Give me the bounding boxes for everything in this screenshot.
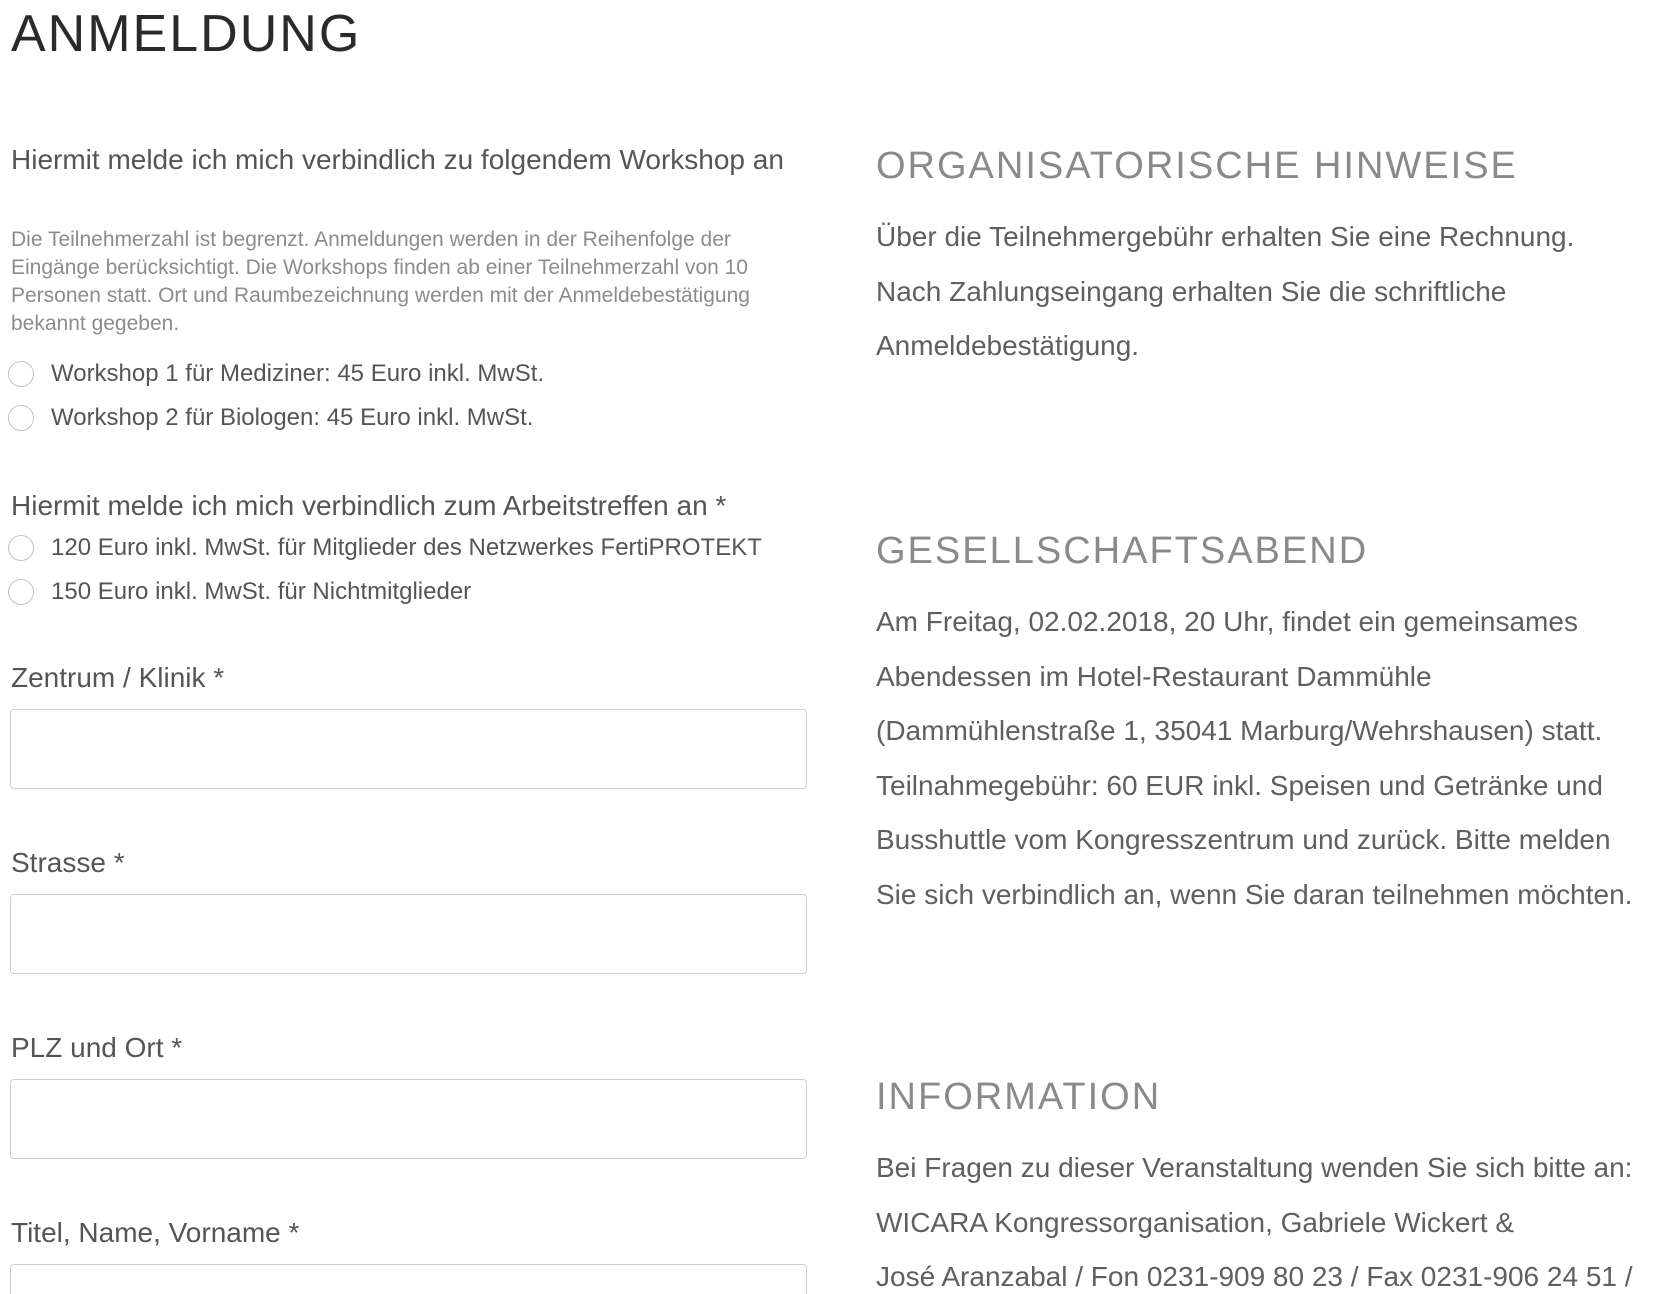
abend-line: Busshuttle vom Kongresszentrum und zurück. Bitte melden: [876, 824, 1611, 855]
workshop-option-2-label: Workshop 2 für Biologen: 45 Euro inkl. MwSt.: [51, 404, 534, 431]
workshop-note: Die Teilnehmerzahl ist begrenzt. Anmeldungen werden in der Reihenfolge der Eingänge berücksichtigt. Die Workshops finden ab einer Teilnehmerzahl von 10 Personen statt. Ort und Raumbezeichnung werden mit der Anmeldebestätigung bekannt gegeben.: [11, 228, 750, 335]
radio-button[interactable]: [8, 579, 34, 605]
workshop-question: Hiermit melde ich mich verbindlich zu folgendem Workshop an: [11, 144, 784, 175]
radio-button[interactable]: [8, 535, 34, 561]
information-line: José Aranzabal / Fon 0231-909 80 23 / Fax 0231-906 24 51 /: [876, 1261, 1633, 1292]
information-text: [876, 1141, 1674, 1294]
name-input[interactable]: [10, 1264, 807, 1294]
meeting-option-member-label: 120 Euro inkl. MwSt. für Mitglieder des Netzwerkes FertiPROTEKT: [51, 534, 762, 561]
meeting-option-member[interactable]: [8, 531, 762, 565]
hinweise-heading: ORGANISATORISCHE HINWEISE: [876, 145, 1518, 187]
page-title: ANMELDUNG: [11, 5, 362, 63]
abend-line: Abendessen im Hotel-Restaurant Dammühle: [876, 660, 1432, 692]
name-label: Titel, Name, Vorname *: [11, 1217, 300, 1248]
hinweise-line: Über die Teilnehmergebühr erhalten Sie eine Rechnung.: [876, 221, 1575, 252]
zentrum-label: Zentrum / Klinik *: [11, 662, 225, 693]
workshop-option-2[interactable]: [8, 401, 533, 435]
gesellschaftsabend-heading: GESELLSCHAFTSABEND: [876, 530, 1369, 572]
abend-line: Am Freitag, 02.02.2018, 20 Uhr, findet ein gemeinsames: [876, 606, 1578, 637]
abend-line: (Dammühlenstraße 1, 35041 Marburg/Wehrshausen) statt.: [876, 715, 1603, 746]
abend-line: Teilnahmegebühr: 60 EUR inkl. Speisen und Getränke und: [876, 769, 1603, 801]
strasse-label: Strasse *: [11, 847, 125, 878]
radio-button[interactable]: [8, 361, 34, 387]
zentrum-input[interactable]: [10, 709, 807, 789]
hinweise-line: Nach Zahlungseingang erhalten Sie die schriftliche: [876, 275, 1507, 307]
information-heading: INFORMATION: [876, 1076, 1162, 1118]
meeting-option-nonmember[interactable]: [8, 575, 471, 609]
strasse-input[interactable]: [10, 894, 807, 974]
information-line: WICARA Kongressorganisation, Gabriele Wickert &: [876, 1206, 1515, 1238]
radio-button[interactable]: [8, 405, 34, 431]
gesellschaftsabend-text: [876, 595, 1674, 922]
workshop-option-1[interactable]: [8, 357, 544, 391]
meeting-option-nonmember-label: 150 Euro inkl. MwSt. für Nichtmitglieder: [51, 578, 472, 605]
hinweise-text: [876, 210, 1674, 374]
plz-ort-label: PLZ und Ort *: [11, 1032, 183, 1063]
information-line: Bei Fragen zu dieser Veranstaltung wenden Sie sich bitte an:: [876, 1152, 1633, 1183]
abend-line: Sie sich verbindlich an, wenn Sie daran teilnehmen möchten.: [876, 878, 1633, 910]
plz-ort-input[interactable]: [10, 1079, 807, 1159]
hinweise-line: Anmeldebestätigung.: [876, 330, 1140, 361]
workshop-option-1-label: Workshop 1 für Mediziner: 45 Euro inkl. MwSt.: [51, 360, 545, 387]
meeting-question: Hiermit melde ich mich verbindlich zum Arbeitstreffen an *: [11, 490, 727, 521]
